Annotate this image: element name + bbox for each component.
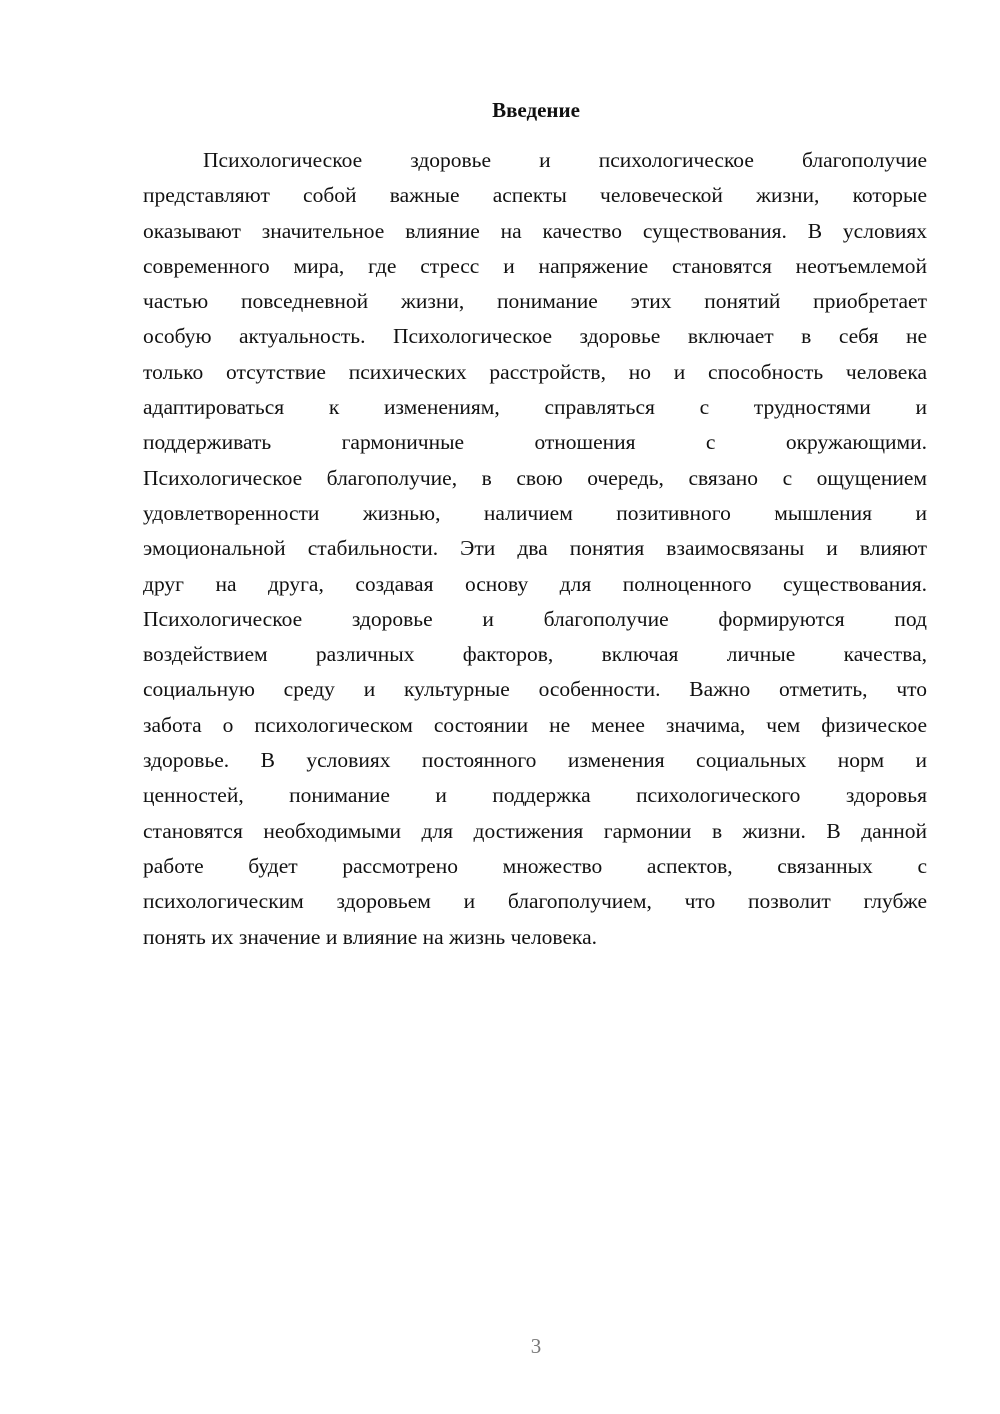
text-line: социальную среду и культурные особенности. Важно отметить, что <box>143 677 927 702</box>
text-line: ценностей, понимание и поддержка психологического здоровья <box>143 783 927 808</box>
text-line: воздействием различных факторов, включая личные качества, <box>143 642 927 667</box>
text-line: Психологическое благополучие, в свою очередь, связано с ощущением <box>143 465 927 490</box>
text-line: частью повседневной жизни, понимание этих понятий приобретает <box>143 289 927 314</box>
text-line: становятся необходимыми для достижения гармонии в жизни. В данной <box>143 818 927 843</box>
body-paragraph <box>143 145 927 957</box>
text-line: понять их значение и влияние на жизнь человека. <box>143 924 598 949</box>
text-line: поддерживать гармоничные отношения с окружающими. <box>143 430 927 455</box>
text-line: эмоциональной стабильности. Эти два понятия взаимосвязаны и влияют <box>143 536 927 561</box>
text-line: Психологическое здоровье и психологическое благополучие <box>203 148 927 172</box>
text-line: Психологическое здоровье и благополучие формируются под <box>143 606 927 631</box>
page-number: 3 <box>530 1334 542 1358</box>
text-line: удовлетворенности жизнью, наличием позитивного мышления и <box>143 500 927 525</box>
text-line: адаптироваться к изменениям, справляться с трудностями и <box>143 395 927 420</box>
text-line: работе будет рассмотрено множество аспектов, связанных с <box>143 853 927 878</box>
text-line: особую актуальность. Психологическое здоровье включает в себя не <box>143 324 927 349</box>
text-line: забота о психологическом состоянии не менее значима, чем физическое <box>143 712 927 737</box>
text-line: оказывают значительное влияние на качество существования. В условиях <box>143 218 927 243</box>
text-line: только отсутствие психических расстройств, но и способность человека <box>143 359 927 384</box>
text-line: друг на друга, создавая основу для полноценного существования. <box>143 571 927 596</box>
text-line: представляют собой важные аспекты человеческой жизни, которые <box>143 183 927 208</box>
text-line: современного мира, где стресс и напряжение становятся неотъемлемой <box>143 253 927 278</box>
section-title: Введение <box>492 98 580 122</box>
text-line: психологическим здоровьем и благополучием, что позволит глубже <box>143 889 927 914</box>
text-line: здоровье. В условиях постоянного изменения социальных норм и <box>143 748 927 773</box>
